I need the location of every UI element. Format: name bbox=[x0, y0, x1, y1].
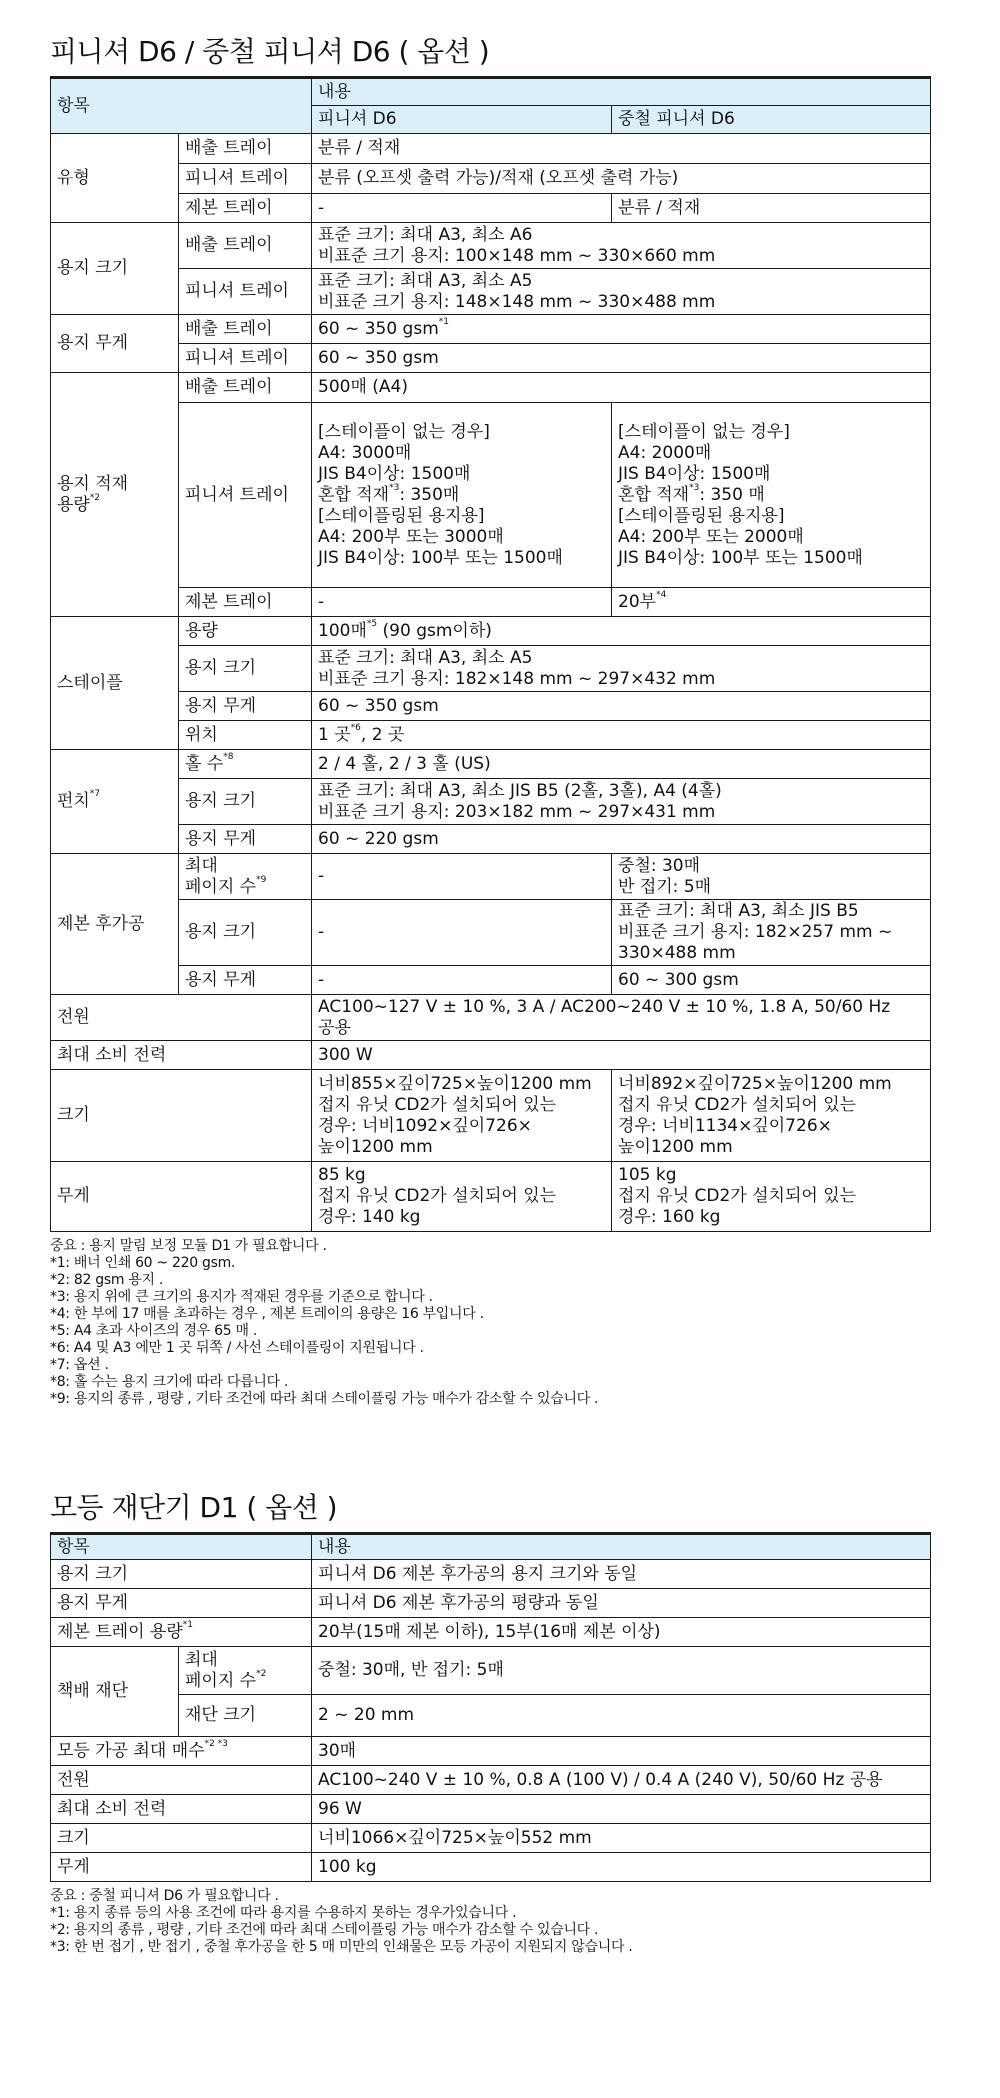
line: 너비892×깊이725×높이1200 mm bbox=[618, 1073, 892, 1094]
cell-value bbox=[312, 1162, 612, 1232]
value-text: 20부 bbox=[618, 591, 657, 612]
row-label-spine-trim: 책배 재단 bbox=[51, 1647, 179, 1737]
section2-title: 모등 재단기 D1 ( 옵션 ) bbox=[50, 1491, 338, 1524]
note: *8: 홀 수는 용지 크기에 따라 다릅니다 . bbox=[50, 1374, 289, 1390]
text: 1 곳 bbox=[318, 724, 351, 745]
sub-label: 제본 트레이 bbox=[179, 194, 312, 223]
section-gap bbox=[50, 1408, 950, 1486]
cell-value: 60 ~ 350 gsm bbox=[312, 692, 931, 721]
line: 최대 bbox=[185, 855, 218, 876]
line: 표준 크기: 최대 A3, 최소 A6 bbox=[318, 224, 533, 245]
row-label-max-power: 최대 소비 전력 bbox=[51, 1795, 312, 1824]
line: 높이1200 mm bbox=[618, 1136, 733, 1157]
row-label-paper-weight: 용지 무게 bbox=[51, 315, 179, 373]
cell-value: 20부(15매 제본 이하), 15부(16매 제본 이상) bbox=[312, 1618, 931, 1647]
line: [스테이플링된 용지용] bbox=[618, 505, 785, 526]
note: *2: 용지의 종류 , 평량 , 기타 조건에 따라 최대 스테이플링 가능 매수가 감소할 수 있습니다 . bbox=[50, 1922, 599, 1938]
line: A4: 3000매 bbox=[318, 442, 412, 463]
cell-value: 분류 / 적재 bbox=[612, 194, 931, 223]
footnote-mark: *4 bbox=[656, 589, 667, 600]
sub-label: 용지 크기 bbox=[179, 779, 312, 825]
footnote-mark: *1 bbox=[182, 1619, 193, 1630]
cell-value: 500매 (A4) bbox=[312, 373, 931, 403]
cell-value: 96 W bbox=[312, 1795, 931, 1824]
section1-title: 피니셔 D6 / 중철 피니셔 D6 ( 옵션 ) bbox=[50, 35, 490, 68]
footnote-mark: *5 bbox=[366, 618, 378, 629]
cell-value bbox=[312, 223, 931, 269]
cell-value bbox=[312, 617, 931, 646]
note: *4: 한 부에 17 매를 초과하는 경우 , 제본 트레이의 용량은 16 부입니다 . bbox=[50, 1306, 484, 1322]
cell-value bbox=[312, 269, 931, 315]
row-label-max-power: 최대 소비 전력 bbox=[51, 1041, 312, 1070]
line: JIS B4이상: 100부 또는 1500매 bbox=[618, 547, 863, 568]
line: 105 kg bbox=[618, 1165, 677, 1185]
cell-value: - bbox=[312, 900, 612, 966]
value-text: 60 ~ 350 gsm bbox=[318, 318, 439, 339]
cell-value: - bbox=[312, 854, 612, 900]
label-text: 펀치 bbox=[57, 791, 90, 811]
footnote-mark: *2 *3 bbox=[204, 1738, 228, 1749]
row-label-power: 전원 bbox=[51, 1766, 312, 1795]
cell-value: 60 ~ 220 gsm bbox=[312, 825, 931, 854]
header-content: 내용 bbox=[312, 1534, 931, 1560]
footnote-mark: *1 bbox=[438, 316, 449, 327]
sub-label: 피니셔 트레이 bbox=[179, 403, 312, 588]
line bbox=[185, 874, 305, 898]
cell-value: AC100~240 V ± 10 %, 0.8 A (100 V) / 0.4 A (240 V), 50/60 Hz 공용 bbox=[312, 1766, 931, 1795]
line: 중철: 30매 bbox=[618, 855, 701, 876]
cell-value: - bbox=[312, 966, 612, 995]
row-label-capacity bbox=[51, 373, 179, 617]
line: 너비855×깊이725×높이1200 mm bbox=[318, 1073, 592, 1094]
note: *1: 배너 인쇄 60 ~ 220 gsm. bbox=[50, 1255, 236, 1271]
line: 접지 유닛 CD2가 설치되어 있는 bbox=[618, 1186, 857, 1206]
sub-label bbox=[179, 750, 312, 779]
sub-label: 배출 트레이 bbox=[179, 134, 312, 164]
text: 100매 bbox=[318, 620, 367, 641]
cell-value bbox=[312, 403, 612, 588]
section1-notes bbox=[50, 1238, 950, 1408]
sub-label: 재단 크기 bbox=[179, 1695, 312, 1737]
line: 비표준 크기 용지: 100×148 mm ~ 330×660 mm bbox=[318, 245, 716, 266]
label-text: 페이지 수 bbox=[185, 876, 257, 897]
line: 표준 크기: 최대 A3, 최소 A5 bbox=[318, 647, 533, 668]
line: 경우: 너비1134×깊이726× bbox=[618, 1115, 832, 1136]
text: , 2 곳 bbox=[360, 724, 405, 745]
row-label-tray-capacity bbox=[51, 1618, 312, 1647]
sub-label: 피니셔 트레이 bbox=[179, 164, 312, 194]
line: 접지 유닛 CD2가 설치되어 있는 bbox=[318, 1186, 557, 1206]
sub-label: 피니셔 트레이 bbox=[179, 344, 312, 373]
label-text: 용량 bbox=[57, 494, 90, 515]
line: 비표준 크기 용지: 203×182 mm ~ 297×431 mm bbox=[318, 801, 716, 822]
cell-value bbox=[312, 646, 931, 692]
sub-label: 피니셔 트레이 bbox=[179, 269, 312, 315]
row-label-booklet: 제본 후가공 bbox=[51, 854, 179, 995]
sub-label: 용지 크기 bbox=[179, 646, 312, 692]
line: 비표준 크기 용지: 182×148 mm ~ 297×432 mm bbox=[318, 668, 716, 689]
header-saddle-finisher-d6: 중철 피니셔 D6 bbox=[612, 106, 931, 134]
sub-label: 용지 무게 bbox=[179, 825, 312, 854]
line: 반 접기: 5매 bbox=[618, 876, 712, 897]
text: : 350 매 bbox=[699, 484, 765, 505]
cell-value: 30매 bbox=[312, 1737, 931, 1766]
note: *3: 한 번 접기 , 반 접기 , 중철 후가공을 한 5 매 미만의 인쇄물은 모등 가공이 지원되지 않습니다 . bbox=[50, 1939, 633, 1955]
label-text: 페이지 수 bbox=[185, 1670, 257, 1691]
line: 용지 적재 bbox=[57, 473, 129, 494]
line: 접지 유닛 CD2가 설치되어 있는 bbox=[618, 1094, 857, 1115]
sub-label: 배출 트레이 bbox=[179, 315, 312, 344]
footnote-mark: *9 bbox=[256, 874, 267, 885]
row-label-type: 유형 bbox=[51, 134, 179, 223]
cell-value: 60 ~ 350 gsm bbox=[312, 344, 931, 373]
text: 혼합 적재 bbox=[318, 484, 390, 505]
header-content: 내용 bbox=[312, 78, 931, 106]
sub-label: 제본 트레이 bbox=[179, 588, 312, 617]
note: *1: 용지 종류 등의 사용 조건에 따라 용지를 수용하지 못하는 경우가있습니다 . bbox=[50, 1905, 517, 1921]
footnote-mark: *3 bbox=[689, 482, 700, 493]
row-label-paper-size: 용지 크기 bbox=[51, 1560, 312, 1589]
cell-value: 2 ~ 20 mm bbox=[312, 1695, 931, 1737]
cell-value: 피니셔 D6 제본 후가공의 평량과 동일 bbox=[312, 1589, 931, 1618]
cell-value bbox=[312, 721, 931, 750]
line: A4: 200부 또는 2000매 bbox=[618, 526, 804, 547]
label-text: 홀 수 bbox=[185, 753, 224, 774]
line: 85 kg bbox=[318, 1165, 366, 1185]
line: A4: 200부 또는 3000매 bbox=[318, 526, 504, 547]
cell-value bbox=[312, 315, 931, 344]
line: JIS B4이상: 1500매 bbox=[318, 463, 471, 484]
sub-label: 용량 bbox=[179, 617, 312, 646]
line bbox=[185, 1668, 305, 1692]
note: *7: 옵션 . bbox=[50, 1357, 109, 1373]
sub-label: 용지 크기 bbox=[179, 900, 312, 966]
cell-value: 분류 (오프셋 출력 가능)/적재 (오프셋 출력 가능) bbox=[312, 164, 931, 194]
note: *3: 용지 위에 큰 크기의 용지가 적재된 경우를 기준으로 합니다 . bbox=[50, 1289, 433, 1305]
footnote-mark: *2 bbox=[256, 1668, 267, 1679]
sub-label: 배출 트레이 bbox=[179, 223, 312, 269]
line: 표준 크기: 최대 A3, 최소 JIS B5 bbox=[618, 901, 859, 921]
header-item: 항목 bbox=[51, 78, 312, 134]
sub-label: 위치 bbox=[179, 721, 312, 750]
cell-value bbox=[612, 854, 931, 900]
line: [스테이플링된 용지용] bbox=[318, 505, 485, 526]
row-label-dimensions: 크기 bbox=[51, 1824, 312, 1853]
line: 비표준 크기 용지: 148×148 mm ~ 330×488 mm bbox=[318, 291, 716, 312]
header-finisher-d6: 피니셔 D6 bbox=[312, 106, 612, 134]
note: 중요 : 중철 피니셔 D6 가 필요합니다 . bbox=[50, 1888, 279, 1904]
note: *6: A4 및 A3 에만 1 곳 뒤쪽 / 사선 스테이플링이 지원됩니다 . bbox=[50, 1340, 424, 1356]
cell-value bbox=[612, 1162, 931, 1232]
cell-value: 중철: 30매, 반 접기: 5매 bbox=[312, 1647, 931, 1695]
footnote-mark: *3 bbox=[389, 482, 400, 493]
cell-value bbox=[612, 588, 931, 617]
line: JIS B4이상: 1500매 bbox=[618, 463, 771, 484]
cell-value: 60 ~ 300 gsm bbox=[612, 966, 931, 995]
line: 접지 유닛 CD2가 설치되어 있는 bbox=[318, 1094, 557, 1115]
line: 높이1200 mm bbox=[318, 1136, 433, 1157]
line: [스테이플이 없는 경우] bbox=[318, 421, 490, 442]
cell-value: 분류 / 적재 bbox=[312, 134, 931, 164]
cell-value: 너비1066×깊이725×높이552 mm bbox=[312, 1824, 931, 1853]
finisher-spec-table bbox=[50, 76, 931, 1232]
label-text: 제본 트레이 용량 bbox=[57, 1621, 183, 1642]
row-label-dimensions: 크기 bbox=[51, 1070, 312, 1162]
footnote-mark: *2 bbox=[89, 492, 101, 503]
cell-value bbox=[312, 995, 931, 1041]
row-label-power: 전원 bbox=[51, 995, 312, 1041]
row-label-weight: 무게 bbox=[51, 1853, 312, 1882]
cell-value: 300 W bbox=[312, 1041, 931, 1070]
note: *5: A4 초과 사이즈의 경우 65 매 . bbox=[50, 1323, 258, 1339]
line bbox=[57, 492, 172, 516]
line: 표준 크기: 최대 A3, 최소 A5 bbox=[318, 270, 533, 291]
sub-label: 용지 무게 bbox=[179, 692, 312, 721]
note: *2: 82 gsm 용지 . bbox=[50, 1272, 164, 1288]
label-text: 모등 가공 최대 매수 bbox=[57, 1740, 205, 1761]
footnote-mark: *8 bbox=[223, 751, 234, 762]
cell-value bbox=[612, 403, 931, 588]
line: 공용 bbox=[318, 1017, 351, 1038]
trimmer-spec-table bbox=[50, 1532, 931, 1882]
row-label-max-sheets bbox=[51, 1737, 312, 1766]
sub-label bbox=[179, 1647, 312, 1695]
line bbox=[318, 482, 605, 506]
section2-notes bbox=[50, 1888, 950, 1956]
line bbox=[618, 482, 924, 506]
cell-value: - bbox=[312, 588, 612, 617]
cell-value: 100 kg bbox=[312, 1853, 931, 1882]
row-label-staple: 스테이플 bbox=[51, 617, 179, 750]
cell-value: 피니셔 D6 제본 후가공의 용지 크기와 동일 bbox=[312, 1560, 931, 1589]
line: 비표준 크기 용지: 182×257 mm ~ bbox=[618, 922, 893, 942]
sub-label bbox=[179, 854, 312, 900]
text: : 350매 bbox=[399, 484, 460, 505]
line: 최대 bbox=[185, 1649, 218, 1670]
line: 표준 크기: 최대 A3, 최소 JIS B5 (2홀, 3홀), A4 (4홀) bbox=[318, 780, 722, 801]
note: *9: 용지의 종류 , 평량 , 기타 조건에 따라 최대 스테이플링 가능 매수가 감소할 수 있습니다 . bbox=[50, 1391, 599, 1407]
cell-value bbox=[312, 1070, 612, 1162]
sub-label: 용지 무게 bbox=[179, 966, 312, 995]
text: (90 gsm이하) bbox=[377, 620, 492, 641]
line: A4: 2000매 bbox=[618, 442, 712, 463]
cell-value bbox=[612, 1070, 931, 1162]
cell-value bbox=[612, 900, 931, 966]
cell-value: - bbox=[312, 194, 612, 223]
note: 중요 : 용지 말림 보정 모듈 D1 가 필요합니다 . bbox=[50, 1238, 327, 1254]
line: 경우: 160 kg bbox=[618, 1207, 721, 1227]
footnote-mark: *7 bbox=[89, 789, 101, 799]
row-label-paper-size: 용지 크기 bbox=[51, 223, 179, 315]
header-item: 항목 bbox=[51, 1534, 312, 1560]
line: JIS B4이상: 100부 또는 1500매 bbox=[318, 547, 563, 568]
line: 경우: 140 kg bbox=[318, 1207, 421, 1227]
row-label-punch bbox=[51, 750, 179, 854]
line: [스테이플이 없는 경우] bbox=[618, 421, 790, 442]
sub-label: 배출 트레이 bbox=[179, 373, 312, 403]
footnote-mark: *6 bbox=[350, 722, 361, 733]
cell-value: 2 / 4 홀, 2 / 3 홀 (US) bbox=[312, 750, 931, 779]
line: 330×488 mm bbox=[618, 943, 736, 963]
text: 혼합 적재 bbox=[618, 484, 690, 505]
row-label-paper-weight: 용지 무게 bbox=[51, 1589, 312, 1618]
cell-value bbox=[312, 779, 931, 825]
line: AC100~127 V ± 10 %, 3 A / AC200~240 V ± 10 %, 1.8 A, 50/60 Hz bbox=[318, 996, 891, 1017]
line: 경우: 너비1092×깊이726× bbox=[318, 1115, 532, 1136]
row-label-weight: 무게 bbox=[51, 1162, 312, 1232]
